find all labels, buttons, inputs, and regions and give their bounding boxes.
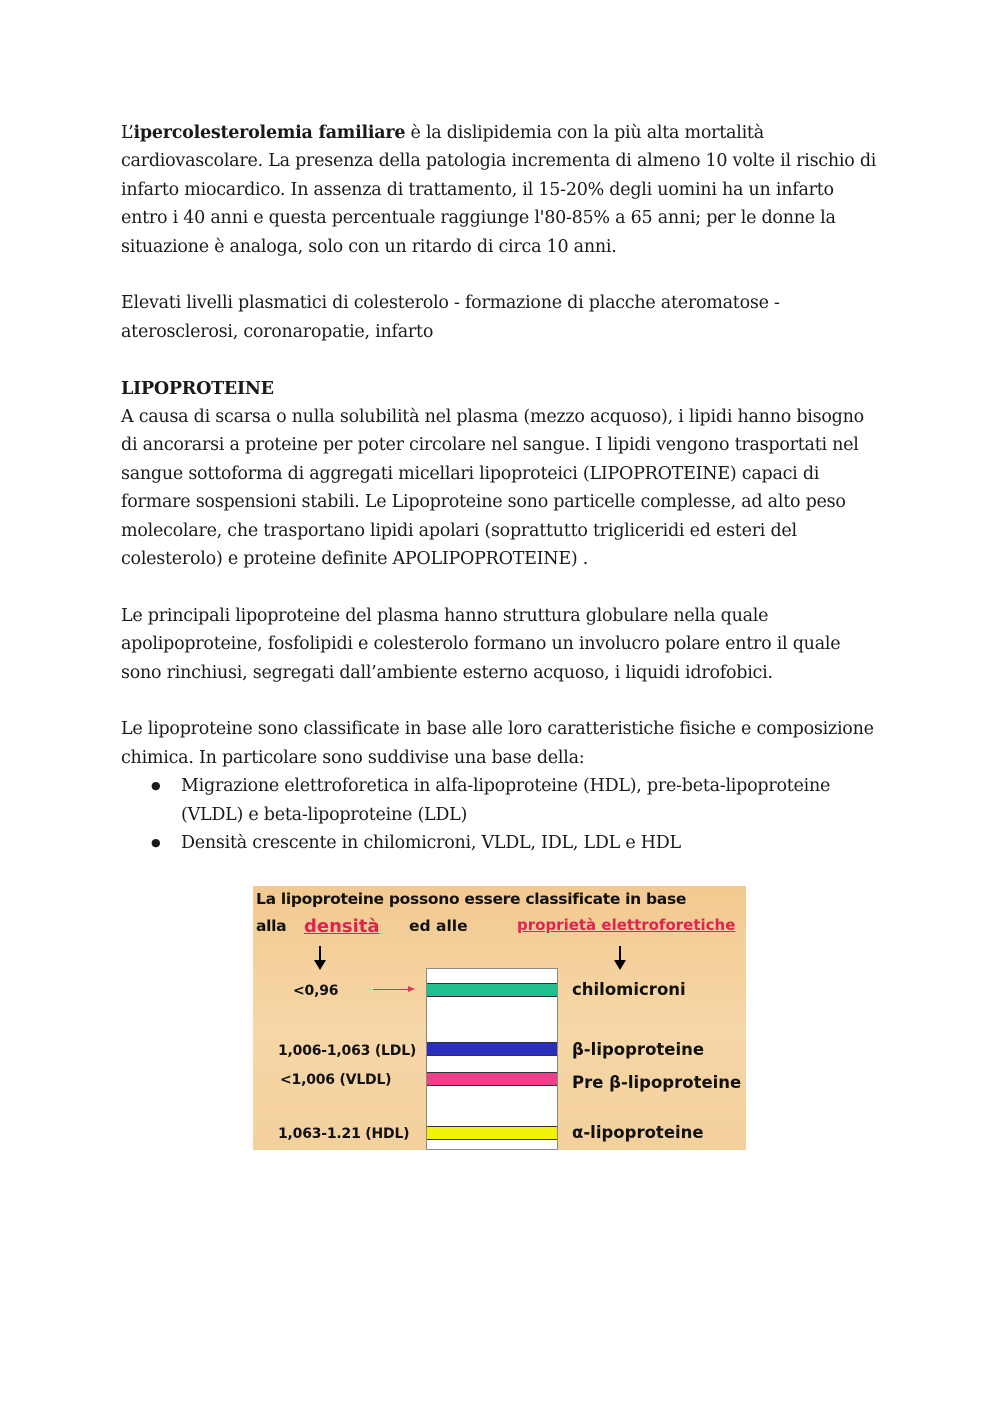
document-body — [121, 119, 881, 858]
intro-paragraph — [121, 119, 881, 261]
lipoprotein-label: Pre β-lipoproteine — [572, 1073, 742, 1092]
density-label: <0,96 — [293, 983, 339, 999]
classification-paragraph: Le lipoproteine sono classificate in base alle loro caratteristiche fisiche e composizione chimica. In particolare sono suddivise una base della: — [121, 719, 874, 768]
band-pre-beta — [427, 1072, 557, 1086]
proprieta-label: proprietà elettroforetiche — [517, 916, 736, 934]
classification-list — [121, 772, 881, 857]
arrow-down-icon — [319, 946, 321, 961]
electrophoresis-lane — [426, 968, 558, 1150]
figure-subtitle-start: alla — [256, 917, 287, 935]
red-arrow-icon — [373, 989, 413, 990]
density-label: <1,006 (VLDL) — [280, 1072, 392, 1088]
intro-text-rest: è la dislipidemia con la più alta mortalità cardiovascolare. La presenza della patologia incrementa di almeno 10 volte il rischio di infarto miocardico. In assenza di trattamento, il 15-20% degli uomini ha un infarto entro i 40 anni e questa percentuale raggiunge l'80-85% a 65 anni; per le donne la situazione è analoga, solo con un ritardo di circa 10 anni. — [121, 123, 877, 257]
intro-bold-term: ipercolesterolemia familiare — [133, 123, 406, 143]
band-beta — [427, 1042, 557, 1056]
structure-paragraph: Le principali lipoproteine del plasma hanno struttura globulare nella quale apolipoproteine, fosfolipidi e colesterolo formano un involucro polare entro il quale sono rinchiusi, segregati dall’ambiente esterno acquoso, i liquidi idrofobici. — [121, 605, 841, 683]
intro-text-start: L’ — [121, 123, 134, 143]
lipoproteine-paragraph: A causa di scarsa o nulla solubilità nel plasma (mezzo acquoso), i lipidi hanno bisogno di ancorarsi a proteine per poter circolare nel sangue. I lipidi vengono trasportati nel sangue sottoforma di aggregati micellari lipoproteici (LIPOPROTEINE) capaci di formare sospensioni stabili. Le Lipoproteine sono particelle complesse, ad alto peso molecolare, che trasportano lipidi apolari (soprattutto trigliceridi ed esteri del colesterolo) e proteine definite APOLIPOPROTEINE) . — [121, 407, 864, 570]
lipoprotein-classification-figure — [253, 886, 746, 1150]
list-item: ● Migrazione elettroforetica in alfa-lipoproteine (HDL), pre-beta-lipoproteine (VLDL) e beta-lipoproteine (LDL) — [121, 772, 881, 829]
lipoprotein-label: β-lipoproteine — [572, 1040, 705, 1059]
band-chilomicroni — [427, 983, 557, 997]
arrow-down-icon — [619, 946, 621, 961]
band-alpha — [427, 1126, 557, 1140]
densita-label: densità — [304, 916, 380, 937]
section-heading: LIPOPROTEINE — [121, 378, 274, 399]
chain-paragraph: Elevati livelli plasmatici di colesterolo - formazione di placche ateromatose - aterosclerosi, coronaropatie, infarto — [121, 293, 780, 342]
lipoprotein-label: α-lipoproteine — [572, 1123, 704, 1142]
list-item: ● Densità crescente in chilomicroni, VLDL, IDL, LDL e HDL — [121, 829, 881, 857]
figure-title: La lipoproteine possono essere classificate in base — [256, 890, 687, 908]
figure-subtitle-mid: ed alle — [409, 917, 468, 935]
density-label: 1,006-1,063 (LDL) — [278, 1043, 417, 1059]
lipoprotein-label: chilomicroni — [572, 980, 686, 999]
density-label: 1,063-1.21 (HDL) — [278, 1126, 410, 1142]
